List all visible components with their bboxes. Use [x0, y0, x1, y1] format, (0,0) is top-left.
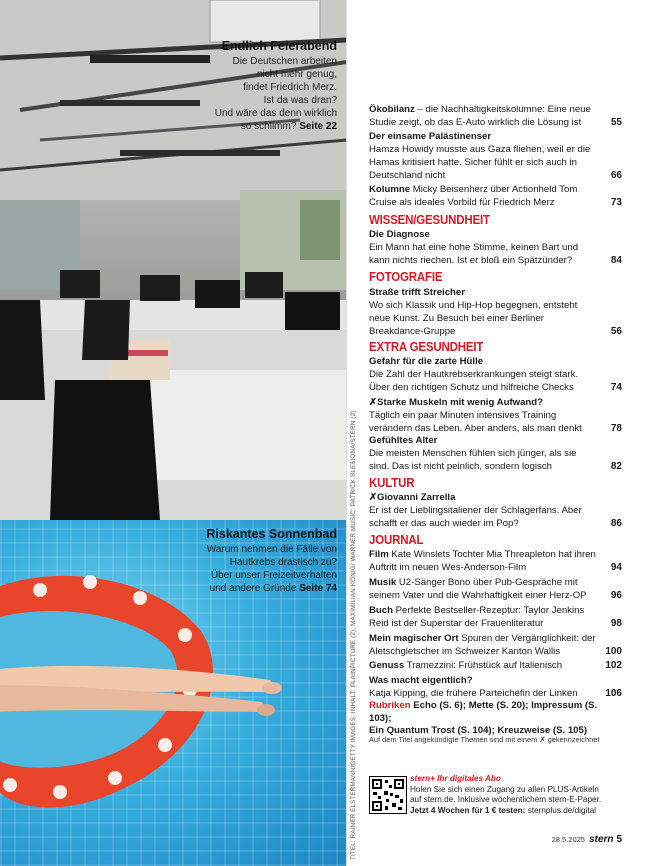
page-number: 5 [616, 834, 622, 845]
toc-entry-text: Täglich ein paar Minuten intensives Training verändern das Leben. Aber anders, als man denkt [369, 410, 582, 434]
toc-entry[interactable] [369, 355, 622, 394]
toc-entry-title: Was macht eigentlich? [369, 675, 473, 686]
toc-entry[interactable] [369, 130, 622, 182]
toc-entry[interactable] [369, 183, 622, 209]
toc-entry-text: Micky Beisenherz über Actionheld Tom Cruise als ideales Vorbild für Friedrich Merz [369, 184, 578, 208]
pool-caption-page[interactable]: Seite 74 [299, 583, 337, 594]
toc-entry[interactable] [369, 548, 622, 574]
office-caption-line-last [215, 120, 337, 133]
toc-page-number: 98 [610, 618, 622, 629]
brand-logo: stern [588, 834, 614, 845]
section-heading-wissen: WISSEN/GESUNDHEIT [369, 213, 490, 227]
toc-entry[interactable] [369, 434, 622, 473]
toc-page-number: 78 [610, 423, 622, 434]
toc-entry-title: Gefühltes Alter [369, 435, 438, 446]
toc-page-number: 94 [610, 562, 622, 573]
toc-entry-text: Kate Winslets Tochter Mia Threapleton hat ihren Auftritt im neuen Wes-Anderson-Film [369, 549, 596, 573]
office-caption-line: nicht mehr genug, [256, 69, 337, 80]
toc-entry-text: Ein Mann hat eine hohe Stimme, keinen Bart und kann nichts riechen. Ist er bloß ein Spätzünder? [369, 242, 579, 266]
toc-entry-title: Straße trifft Streicher [369, 287, 465, 298]
office-caption-line: Und wäre das denn wirklich [214, 108, 337, 119]
office-caption-line: Ist da was dran? [263, 95, 337, 106]
toc-entry-text: U2-Sänger Bono über Pub-Gespräche mit seinem Vater und die Wahrhaftigkeit einer Herz-OP [369, 577, 587, 601]
photo-credit: TITEL: RAINER ELSTERMANN/GETTY IMAGES; INHALT: PLAINPICTURE (2); MAXIMILIAN KÖNIG/ WARNER MUSIC; PATRICK SLESIONA/STERN (2) [350, 410, 357, 860]
toc-entry-title: Buch [369, 605, 393, 616]
toc-page-number: 56 [610, 326, 622, 337]
toc-entry-text: Perfekte Bestseller-Rezeptur: Taylor Jenkins Reid ist der Superstar der Frauenliteratur [369, 605, 585, 629]
pool-caption-line: und andere Gründe [209, 583, 297, 594]
issue-date: 28.5.2025 [551, 835, 585, 844]
toc-entry-title: Genuss [369, 660, 405, 671]
rubriken-label: Rubriken [369, 700, 411, 711]
toc-entry-title: Mein magischer Ort [369, 633, 459, 644]
toc-page-number: 55 [610, 117, 622, 128]
toc-entry[interactable] [369, 632, 622, 658]
office-caption-line: findet Friedrich Merz. [243, 82, 337, 93]
qr-code[interactable] [369, 776, 407, 814]
toc-entry[interactable] [369, 659, 622, 672]
toc-entry-title: Kolumne [369, 184, 411, 195]
rubriken [369, 700, 622, 738]
toc-entry[interactable] [369, 604, 622, 630]
promo-line: auf stern.de. Inklusive wöchentlichem stern-E-Paper. [410, 795, 602, 805]
toc-entry[interactable] [369, 103, 622, 129]
toc-page-number: 96 [610, 590, 622, 601]
toc-entry[interactable] [369, 491, 622, 530]
pool-caption-line: Warum nehmen die Fälle von [206, 544, 337, 555]
toc-entry-text: Die Zahl der Hautkrebserkrankungen steigt stark. Über den richtigen Schutz und hilfreiche Checks [369, 369, 579, 393]
pool-caption-line: Über unser Freizeitverhalten [210, 570, 337, 581]
toc-entry-title: Ökobilanz [369, 104, 415, 115]
section-heading-fotografie: FOTOGRAFIE [369, 270, 443, 284]
toc-entry-text: Die meisten Menschen fühlen sich jünger, als sie sind. Das ist nicht peinlich, sondern logisch [369, 448, 577, 472]
toc-page-number: 100 [605, 646, 622, 657]
rubriken-line: Echo (S. 6); Mette (S. 20); Impressum (S. 103); [369, 700, 598, 724]
rubriken-line: Ein Quantum Trost (S. 104); Kreuzweise (S. 105) [369, 725, 588, 736]
promo-headline: stern+ Ihr digitales Abo [410, 774, 501, 783]
toc-page-number: 74 [610, 382, 622, 393]
toc-entry-title: Der einsame Palästinenser [369, 131, 492, 142]
office-caption-page[interactable]: Seite 22 [299, 121, 337, 132]
toc-page-number: 86 [610, 518, 622, 529]
toc-entry[interactable] [369, 674, 622, 700]
pool-caption-line-last [206, 582, 337, 595]
page-footer [552, 834, 622, 845]
pool-caption-line: Hautkrebs drastisch zu? [229, 557, 337, 568]
promo-line: Holen Sie sich einen Zugang zu allen PLUS-Artikeln [410, 784, 599, 794]
toc-entry-text: Tramezzini: Frühstück auf Italienisch [404, 660, 563, 671]
toc-page-number: 66 [610, 170, 622, 181]
cover-mark-icon: ✗ [369, 397, 378, 408]
toc-page-number: 106 [605, 688, 622, 699]
promo-cta[interactable] [410, 806, 630, 817]
toc-entry[interactable] [369, 286, 622, 338]
toc-entry-text: Katja Kipping, die frühere Parteichefin der Linken [369, 688, 578, 699]
section-heading-journal: JOURNAL [369, 533, 424, 547]
toc-entry-text: – die Nachhaltigkeitskolumne: Eine neue Studie zeigt, ob das E-Auto wirklich die Lösung ist [369, 104, 591, 128]
office-photo [0, 0, 347, 520]
toc-page-number: 102 [605, 660, 622, 671]
pool-caption [206, 528, 337, 595]
pool-caption-title: Riskantes Sonnenbad [206, 527, 337, 541]
toc-entry-title: Giovanni Zarrella [377, 492, 456, 503]
cover-mark-icon: ✗ [369, 492, 378, 503]
office-caption [215, 40, 337, 133]
digital-subscription-promo [410, 774, 630, 816]
toc-page-number: 84 [610, 255, 622, 266]
promo-cta-bold: Jetzt 4 Wochen für 1 € testen: [410, 805, 526, 815]
toc-entry[interactable] [369, 228, 622, 267]
office-caption-line: Die Deutschen arbeiten [232, 56, 337, 67]
office-caption-title: Endlich Feierabend [221, 39, 337, 53]
toc-entry[interactable] [369, 576, 622, 602]
office-caption-line: so schlimm? [240, 121, 297, 132]
promo-link[interactable]: sternplus.de/digital [525, 805, 596, 815]
toc-entry-text: Spuren der Vergänglichkeit: der Aletschgletscher im Schweizer Kanton Wallis [369, 633, 596, 657]
toc-entry-text: Wo sich Klassik und Hip-Hop begegnen, entsteht neue Kunst. Zu Besuch bei einer Berliner Breakdance-Gruppe [369, 300, 578, 337]
toc-entry-title: Gefahr für die zarte Hülle [369, 356, 484, 367]
toc-page-number: 82 [610, 461, 622, 472]
pool-photo [0, 520, 347, 866]
toc-entry-title: Die Diagnose [369, 229, 430, 240]
cover-note: Auf dem Titel angekündigte Themen sind mit einem ✗ gekennzeichnet [369, 735, 600, 744]
toc-entry-title: Musik [369, 577, 397, 588]
toc-entry-text: Hamza Howidy musste aus Gaza fliehen, weil er die Hamas kritisiert hatte. Sicher fühlt er sich auch in Deutschland nicht [369, 144, 591, 181]
column-divider [346, 0, 347, 866]
toc-entry-title: Film [369, 549, 389, 560]
toc-entry[interactable] [369, 396, 622, 435]
toc-entry-title: Starke Muskeln mit wenig Aufwand? [377, 397, 544, 408]
section-heading-kultur: KULTUR [369, 476, 415, 490]
qr-code-icon [370, 777, 406, 813]
toc-page-number: 73 [610, 197, 622, 208]
section-heading-extra-gesundheit: EXTRA GESUNDHEIT [369, 340, 484, 354]
toc-entry-text: Er ist der Lieblingsitaliener der Schlagerfans. Aber schafft er das auch wieder im Pop? [369, 505, 582, 529]
